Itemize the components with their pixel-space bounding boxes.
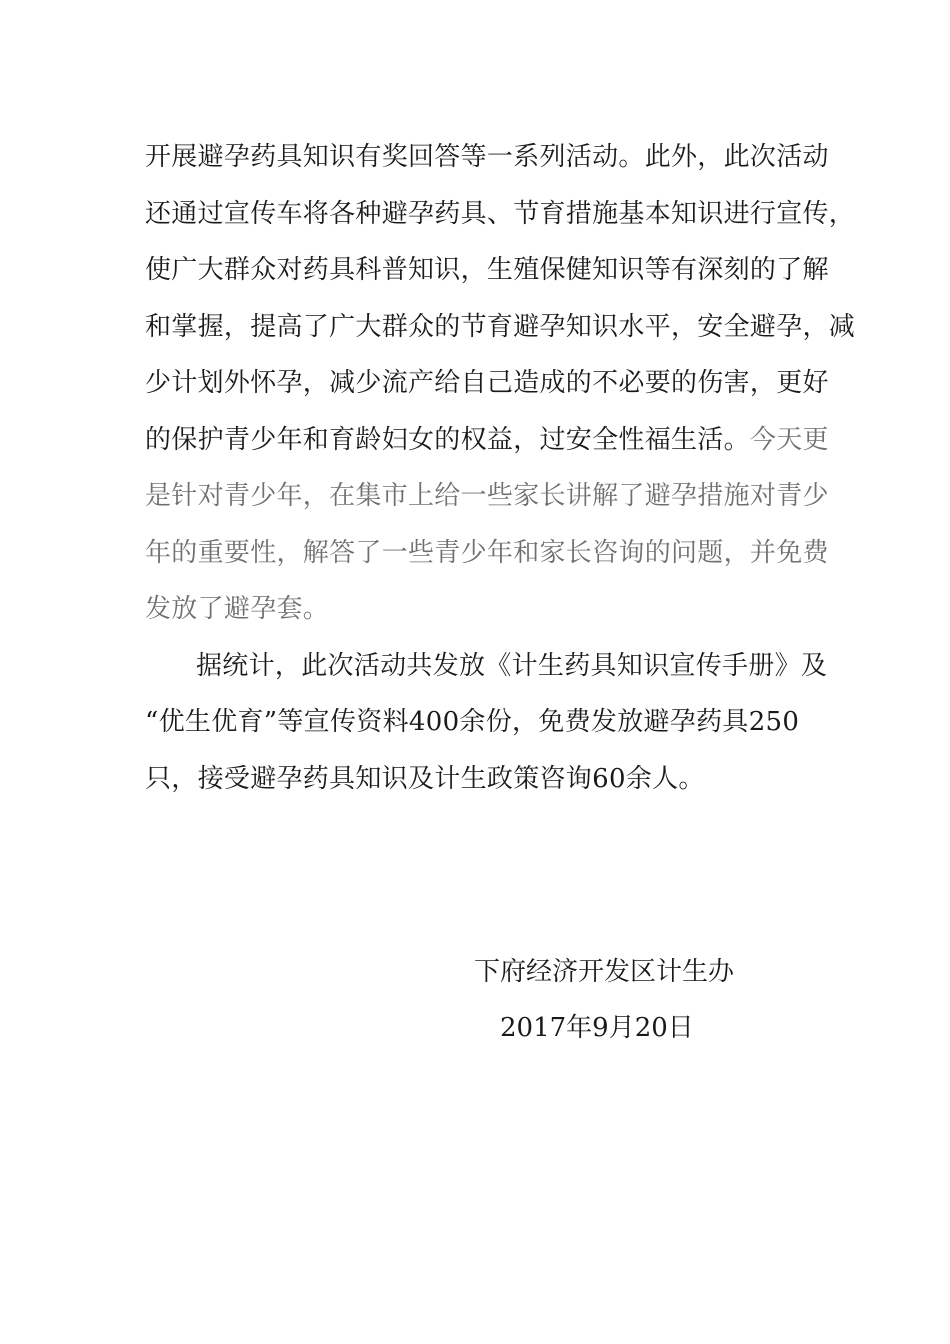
signature-organization: 下府经济开发区计生办	[474, 957, 735, 987]
paragraph-1-line-7: 是针对青少年，在集市上给一些家长讲解了避孕措施对青少	[145, 481, 829, 511]
paragraph-1-line-3: 使广大群众对药具科普知识，生殖保健知识等有深刻的了解	[145, 255, 829, 285]
paragraph-1-line-9: 发放了避孕套。	[145, 594, 330, 624]
paragraph-1-line-6-dark: 的保护青少年和育龄妇女的权益，过安全性福生活。	[145, 425, 750, 455]
paragraph-1-line-6	[145, 423, 835, 457]
paragraph-1-line-2: 还通过宣传车将各种避孕药具、节育措施基本知识进行宣传，	[145, 199, 856, 229]
paragraph-1-line-5: 少计划外怀孕，减少流产给自己造成的不必要的伤害，更好	[145, 368, 829, 398]
paragraph-1-line-1: 开展避孕药具知识有奖回答等一系列活动。此外，此次活动	[145, 142, 829, 172]
paragraph-1-line-6-gray: 今天更	[749, 425, 829, 455]
paragraph-2-line-2: “优生优育”等宣传资料400余份，免费发放避孕药具250	[145, 707, 800, 737]
paragraph-2-line-3: 只，接受避孕药具知识及计生政策咨询60余人。	[145, 764, 705, 794]
paragraph-1-line-8: 年的重要性，解答了一些青少年和家长咨询的问题，并免费	[145, 538, 829, 568]
signature-date: 2017年9月20日	[500, 1013, 694, 1043]
paragraph-1-line-4: 和掌握，提高了广大群众的节育避孕知识水平，安全避孕，减	[145, 312, 856, 342]
paragraph-2-line-1: 据统计，此次活动共发放《计生药具知识宣传手册》及	[196, 651, 828, 681]
